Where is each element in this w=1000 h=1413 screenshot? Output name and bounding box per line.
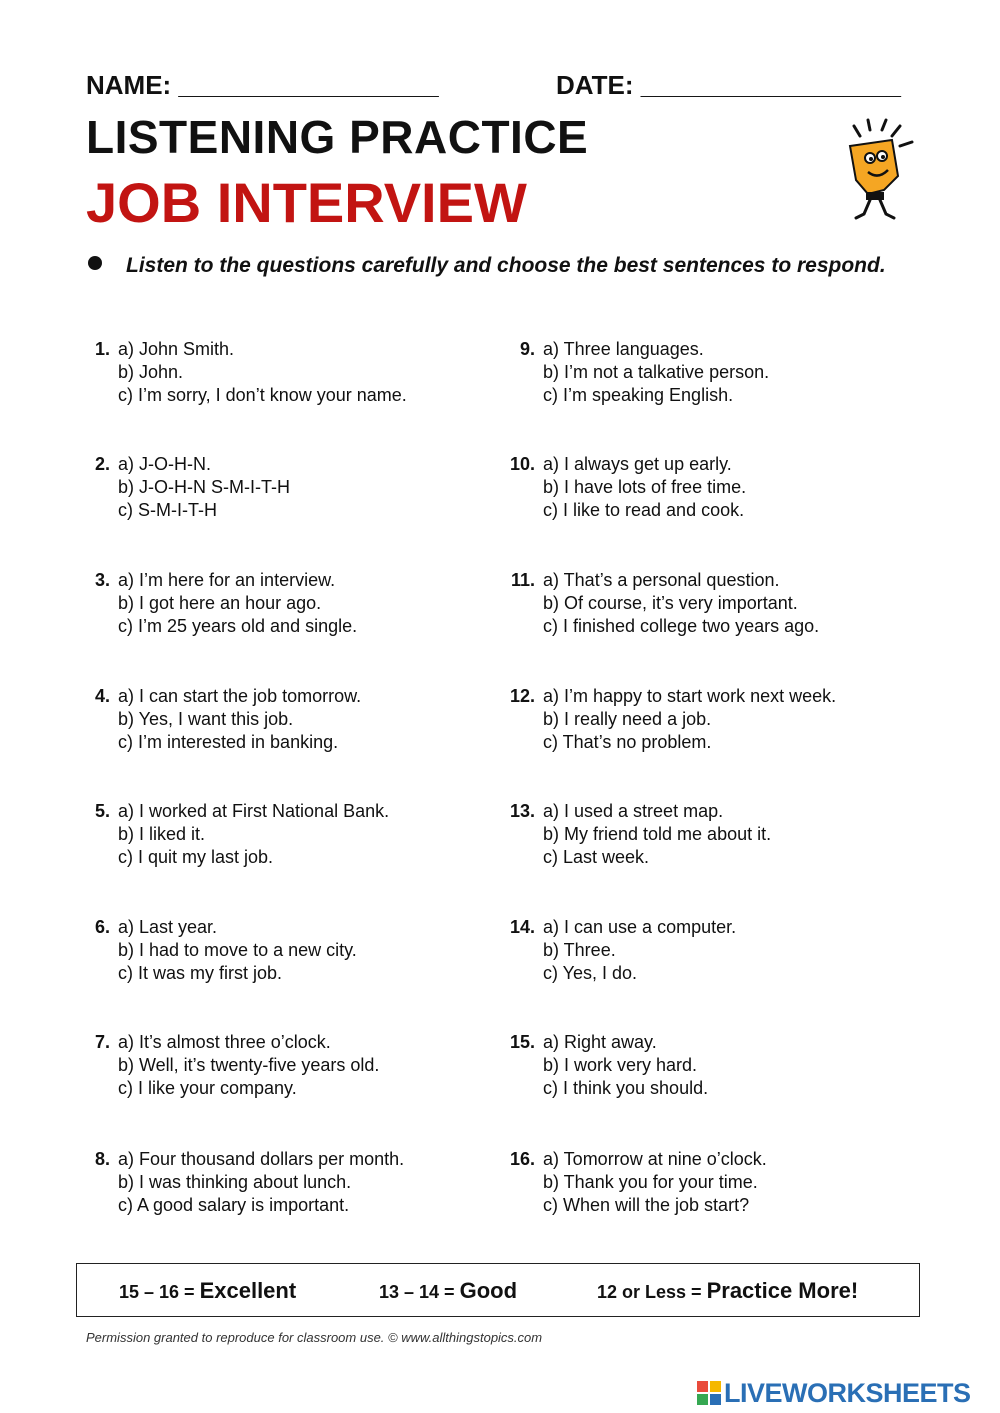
option-c[interactable]: c) I’m sorry, I don’t know your name. <box>118 385 407 405</box>
instruction <box>86 252 906 279</box>
question-number: 15. <box>509 1032 535 1052</box>
question-number: 12. <box>509 686 535 706</box>
date-field[interactable]: DATE: __________________ <box>556 70 902 100</box>
option-b[interactable]: b) Yes, I want this job. <box>118 709 294 729</box>
score-box <box>76 1263 920 1317</box>
option-a[interactable]: a) I can use a computer. <box>543 917 737 937</box>
option-c[interactable]: c) I finished college two years ago. <box>543 616 820 636</box>
option-a[interactable]: a) John Smith. <box>118 339 235 359</box>
question-number: 5. <box>94 801 110 821</box>
option-a[interactable]: a) Four thousand dollars per month. <box>118 1149 405 1169</box>
option-c[interactable]: c) A good salary is important. <box>118 1195 350 1215</box>
option-b[interactable]: b) I have lots of free time. <box>543 477 747 497</box>
question-number: 11. <box>510 570 535 590</box>
liveworksheets-watermark[interactable] <box>697 1376 997 1410</box>
liveworksheets-logo-icon <box>697 1381 721 1405</box>
question-number: 7. <box>94 1032 110 1052</box>
option-a[interactable]: a) I used a street map. <box>543 801 724 821</box>
question-number: 13. <box>509 801 535 821</box>
option-b[interactable]: b) J-O-H-N S-M-I-T-H <box>118 477 290 497</box>
option-c[interactable]: c) It was my first job. <box>118 963 283 983</box>
score-label: Excellent <box>199 1278 297 1303</box>
option-a[interactable]: a) I can start the job tomorrow. <box>118 686 362 706</box>
question-number: 10. <box>509 454 535 474</box>
instruction-text: Listen to the questions carefully and choose the best sentences to respond. <box>126 254 886 277</box>
option-b[interactable]: b) I got here an hour ago. <box>118 593 322 613</box>
option-b[interactable]: b) I had to move to a new city. <box>118 940 357 960</box>
question-number: 2. <box>94 454 110 474</box>
option-b[interactable]: b) Three. <box>543 940 616 960</box>
option-a[interactable]: a) J-O-H-N. <box>118 454 211 474</box>
option-b[interactable]: b) John. <box>118 362 184 382</box>
option-c[interactable]: c) I’m interested in banking. <box>118 732 339 752</box>
option-a[interactable]: a) Three languages. <box>543 339 704 359</box>
option-b[interactable]: b) I was thinking about lunch. <box>118 1172 352 1192</box>
page-title: LISTENING PRACTICE <box>86 111 589 163</box>
option-a[interactable]: a) Tomorrow at nine o’clock. <box>543 1149 767 1169</box>
score-range: 15 – 16 = <box>119 1282 200 1302</box>
question-number: 4. <box>94 686 110 706</box>
option-c[interactable]: c) I’m speaking English. <box>543 385 734 405</box>
score-label: Good <box>459 1278 518 1303</box>
option-a[interactable]: a) That’s a personal question. <box>543 570 780 590</box>
option-c[interactable]: c) I’m 25 years old and single. <box>118 616 358 636</box>
option-b[interactable]: b) I liked it. <box>118 824 206 844</box>
option-a[interactable]: a) I’m here for an interview. <box>118 570 336 590</box>
option-c[interactable]: c) I think you should. <box>543 1078 709 1098</box>
question-number: 14. <box>509 917 535 937</box>
option-b[interactable]: b) Thank you for your time. <box>543 1172 758 1192</box>
score-practice-more <box>597 1278 858 1304</box>
option-b[interactable]: b) I really need a job. <box>543 709 712 729</box>
question-number: 9. <box>519 339 535 359</box>
lightbulb-character-icon <box>838 118 918 228</box>
option-a[interactable]: a) I worked at First National Bank. <box>118 801 390 821</box>
option-c[interactable]: c) Last week. <box>543 847 650 867</box>
option-b[interactable]: b) Well, it’s twenty-five years old. <box>118 1055 380 1075</box>
question-number: 8. <box>94 1149 110 1169</box>
question-number: 16. <box>509 1149 535 1169</box>
question-number: 6. <box>94 917 110 937</box>
option-a[interactable]: a) It’s almost three o’clock. <box>118 1032 331 1052</box>
option-c[interactable]: c) S-M-I-T-H <box>118 500 217 520</box>
option-b[interactable]: b) Of course, it’s very important. <box>543 593 798 613</box>
bullet-icon <box>88 256 102 270</box>
option-c[interactable]: c) When will the job start? <box>543 1195 750 1215</box>
option-b[interactable]: b) I work very hard. <box>543 1055 698 1075</box>
score-excellent <box>119 1278 296 1304</box>
page-subtitle: JOB INTERVIEW <box>86 171 527 234</box>
score-good <box>379 1278 517 1304</box>
watermark-text: LIVEWORKSHEETS <box>724 1378 971 1408</box>
score-label: Practice More! <box>706 1278 859 1303</box>
option-a[interactable]: a) I’m happy to start work next week. <box>543 686 837 706</box>
score-range: 12 or Less = <box>597 1282 707 1302</box>
option-a[interactable]: a) I always get up early. <box>543 454 732 474</box>
option-b[interactable]: b) I’m not a talkative person. <box>543 362 770 382</box>
question-number: 1. <box>94 339 110 359</box>
option-c[interactable]: c) I like to read and cook. <box>543 500 745 520</box>
score-range: 13 – 14 = <box>379 1282 460 1302</box>
option-c[interactable]: c) That’s no problem. <box>543 732 712 752</box>
option-a[interactable]: a) Last year. <box>118 917 218 937</box>
option-c[interactable]: c) I like your company. <box>118 1078 297 1098</box>
option-c[interactable]: c) Yes, I do. <box>543 963 638 983</box>
question-number: 3. <box>94 570 110 590</box>
option-b[interactable]: b) My friend told me about it. <box>543 824 772 844</box>
header-row <box>86 70 916 106</box>
name-field[interactable]: NAME: __________________ <box>86 70 439 100</box>
option-c[interactable]: c) I quit my last job. <box>118 847 274 867</box>
option-a[interactable]: a) Right away. <box>543 1032 657 1052</box>
footer-permission: Permission granted to reproduce for classroom use. © www.allthingstopics.com <box>86 1330 543 1345</box>
